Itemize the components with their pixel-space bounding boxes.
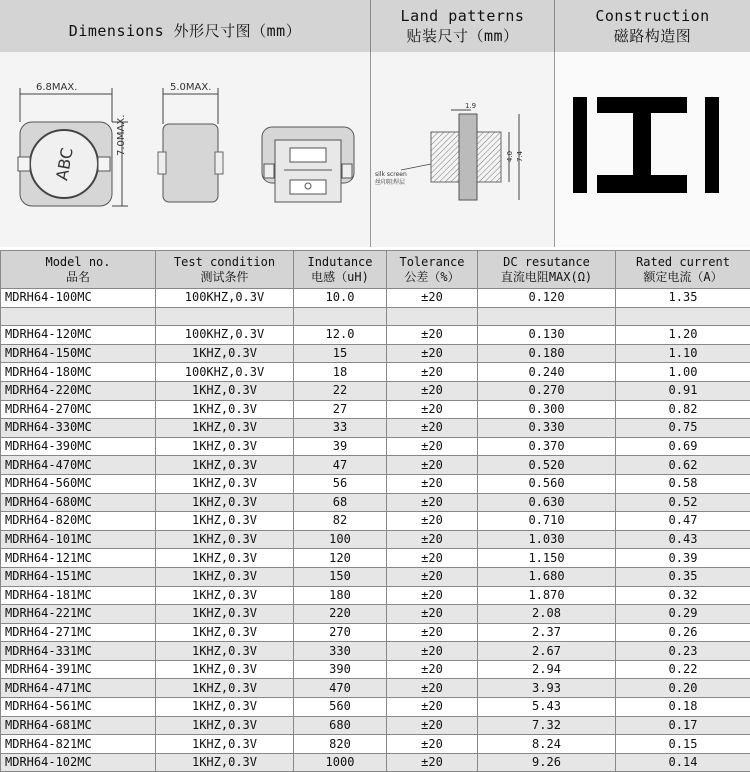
current-cell: 1.20 — [616, 326, 750, 345]
inductor-side-view — [163, 124, 218, 202]
model-cell: MDRH64-391MC — [1, 660, 156, 679]
dcr-cell: 5.43 — [478, 698, 616, 717]
inductance-cell: 22 — [294, 381, 387, 400]
inductance-cell: 18 — [294, 363, 387, 382]
col-dc-resistance: DC resutance 直流电阻MAX(Ω) — [478, 251, 616, 289]
current-cell: 0.29 — [616, 605, 750, 624]
tolerance-cell: ±20 — [387, 493, 478, 512]
inductance-cell: 220 — [294, 605, 387, 624]
construction-subtitle: 磁路构造图 — [555, 26, 750, 46]
tolerance-cell: ±20 — [387, 363, 478, 382]
dcr-cell: 1.150 — [478, 549, 616, 568]
dcr-cell: 0.560 — [478, 474, 616, 493]
spec-table — [0, 250, 750, 772]
current-cell: 0.32 — [616, 586, 750, 605]
inductance-cell: 820 — [294, 735, 387, 754]
condition-cell: 1KHZ,0.3V — [156, 586, 294, 605]
table-row — [1, 493, 750, 512]
condition-cell: 1KHZ,0.3V — [156, 344, 294, 363]
col-test-condition: Test condition 测试条件 — [156, 251, 294, 289]
current-cell: 1.35 — [616, 289, 750, 308]
core-left-bar — [573, 97, 587, 193]
width-label: 6.8MAX. — [36, 82, 77, 93]
svg-text:4.0: 4.0 — [506, 151, 514, 162]
condition-cell: 1KHZ,0.3V — [156, 753, 294, 772]
table-row — [1, 567, 750, 586]
dcr-cell: 1.030 — [478, 530, 616, 549]
model-cell — [1, 307, 156, 326]
model-cell: MDRH64-331MC — [1, 642, 156, 661]
inductance-cell: 1000 — [294, 753, 387, 772]
current-cell: 0.14 — [616, 753, 750, 772]
tolerance-cell: ±20 — [387, 344, 478, 363]
condition-cell: 100KHZ,0.3V — [156, 326, 294, 345]
current-cell: 0.62 — [616, 456, 750, 475]
dimensions-drawing-panel — [0, 52, 371, 247]
condition-cell: 1KHZ,0.3V — [156, 716, 294, 735]
svg-text:1.9: 1.9 — [465, 102, 476, 110]
condition-cell: 1KHZ,0.3V — [156, 660, 294, 679]
dcr-cell: 9.26 — [478, 753, 616, 772]
table-row — [1, 456, 750, 475]
condition-cell: 100KHZ,0.3V — [156, 363, 294, 382]
tolerance-cell: ±20 — [387, 642, 478, 661]
dcr-cell: 0.180 — [478, 344, 616, 363]
current-cell: 0.20 — [616, 679, 750, 698]
dcr-cell: 0.520 — [478, 456, 616, 475]
inductance-cell: 33 — [294, 419, 387, 438]
inductance-cell: 470 — [294, 679, 387, 698]
dcr-cell: 1.870 — [478, 586, 616, 605]
col-inductance: Indutance 电感（uH) — [294, 251, 387, 289]
table-row — [1, 716, 750, 735]
table-row — [1, 437, 750, 456]
dcr-cell: 0.370 — [478, 437, 616, 456]
model-cell: MDRH64-820MC — [1, 512, 156, 531]
condition-cell: 1KHZ,0.3V — [156, 605, 294, 624]
dcr-cell: 0.240 — [478, 363, 616, 382]
current-cell: 0.52 — [616, 493, 750, 512]
inductance-cell: 15 — [294, 344, 387, 363]
tolerance-cell: ±20 — [387, 586, 478, 605]
current-cell: 1.10 — [616, 344, 750, 363]
construction-title: Construction — [555, 6, 750, 26]
current-cell: 0.91 — [616, 381, 750, 400]
tolerance-cell: ±20 — [387, 474, 478, 493]
model-cell: MDRH64-220MC — [1, 381, 156, 400]
table-row — [1, 400, 750, 419]
inductance-cell: 39 — [294, 437, 387, 456]
table-row — [1, 623, 750, 642]
model-cell: MDRH64-821MC — [1, 735, 156, 754]
current-cell: 0.75 — [616, 419, 750, 438]
condition-cell: 100KHZ,0.3V — [156, 289, 294, 308]
inductance-cell: 10.0 — [294, 289, 387, 308]
tolerance-cell: ±20 — [387, 400, 478, 419]
dcr-cell: 7.32 — [478, 716, 616, 735]
tolerance-cell: ±20 — [387, 437, 478, 456]
tolerance-cell: ±20 — [387, 512, 478, 531]
model-cell: MDRH64-101MC — [1, 530, 156, 549]
current-cell: 0.43 — [616, 530, 750, 549]
table-row — [1, 549, 750, 568]
inductance-cell: 560 — [294, 698, 387, 717]
current-cell: 0.82 — [616, 400, 750, 419]
inductance-cell: 12.0 — [294, 326, 387, 345]
condition-cell: 1KHZ,0.3V — [156, 698, 294, 717]
dcr-cell: 2.08 — [478, 605, 616, 624]
model-cell: MDRH64-120MC — [1, 326, 156, 345]
model-cell: MDRH64-100MC — [1, 289, 156, 308]
table-row — [1, 660, 750, 679]
col-tolerance: Tolerance 公差（%） — [387, 251, 478, 289]
dcr-cell: 0.130 — [478, 326, 616, 345]
land-patterns-subtitle: 贴装尺寸（mm） — [371, 26, 554, 46]
condition-cell: 1KHZ,0.3V — [156, 679, 294, 698]
dcr-cell: 1.680 — [478, 567, 616, 586]
construction-panel — [555, 52, 750, 247]
inductance-cell: 390 — [294, 660, 387, 679]
dcr-cell — [478, 307, 616, 326]
tolerance-cell: ±20 — [387, 735, 478, 754]
core-center-bar — [633, 113, 651, 175]
model-cell: MDRH64-681MC — [1, 716, 156, 735]
model-cell: MDRH64-271MC — [1, 623, 156, 642]
table-row — [1, 289, 750, 308]
tolerance-cell: ±20 — [387, 605, 478, 624]
current-cell: 0.35 — [616, 567, 750, 586]
table-row — [1, 419, 750, 438]
height-label: 7.0MAX. — [116, 115, 127, 156]
model-cell: MDRH64-102MC — [1, 753, 156, 772]
table-row — [1, 363, 750, 382]
col-rated-current: Rated current 额定电流（A） — [616, 251, 750, 289]
inductance-cell: 47 — [294, 456, 387, 475]
dcr-cell: 3.93 — [478, 679, 616, 698]
model-cell: MDRH64-181MC — [1, 586, 156, 605]
table-row — [1, 474, 750, 493]
inductance-cell: 680 — [294, 716, 387, 735]
current-cell: 0.39 — [616, 549, 750, 568]
tolerance-cell: ±20 — [387, 623, 478, 642]
table-row — [1, 586, 750, 605]
model-cell: MDRH64-680MC — [1, 493, 156, 512]
model-cell: MDRH64-180MC — [1, 363, 156, 382]
condition-cell: 1KHZ,0.3V — [156, 456, 294, 475]
model-cell: MDRH64-560MC — [1, 474, 156, 493]
dcr-cell: 8.24 — [478, 735, 616, 754]
condition-cell: 1KHZ,0.3V — [156, 549, 294, 568]
table-header-row — [1, 251, 750, 289]
tolerance-cell: ±20 — [387, 716, 478, 735]
condition-cell: 1KHZ,0.3V — [156, 474, 294, 493]
table-row — [1, 753, 750, 772]
dcr-cell: 0.630 — [478, 493, 616, 512]
model-cell: MDRH64-470MC — [1, 456, 156, 475]
current-cell — [616, 307, 750, 326]
model-cell: MDRH64-121MC — [1, 549, 156, 568]
current-cell: 0.18 — [616, 698, 750, 717]
inductance-cell: 180 — [294, 586, 387, 605]
land-patterns-header — [371, 0, 555, 52]
dcr-cell: 0.270 — [478, 381, 616, 400]
tolerance-cell: ±20 — [387, 698, 478, 717]
table-row — [1, 326, 750, 345]
inductance-cell: 27 — [294, 400, 387, 419]
tolerance-cell: ±20 — [387, 326, 478, 345]
table-row — [1, 530, 750, 549]
tolerance-cell: ±20 — [387, 530, 478, 549]
condition-cell: 1KHZ,0.3V — [156, 623, 294, 642]
dimensions-title: Dimensions 外形尺寸图（mm） — [0, 20, 370, 41]
current-cell: 0.69 — [616, 437, 750, 456]
table-row — [1, 512, 750, 531]
tolerance-cell: ±20 — [387, 567, 478, 586]
land-pattern-drawing — [371, 52, 555, 247]
center-pad — [459, 114, 477, 200]
tolerance-cell: ±20 — [387, 660, 478, 679]
core-top-bar — [597, 97, 687, 113]
table-row — [1, 735, 750, 754]
land-pattern-panel — [371, 52, 555, 247]
current-cell: 0.15 — [616, 735, 750, 754]
condition-cell: 1KHZ,0.3V — [156, 437, 294, 456]
model-cell: MDRH64-471MC — [1, 679, 156, 698]
table-row — [1, 307, 750, 326]
core-right-bar — [705, 97, 719, 193]
inductance-cell: 100 — [294, 530, 387, 549]
construction-drawing — [555, 52, 750, 247]
condition-cell — [156, 307, 294, 326]
model-cell: MDRH64-221MC — [1, 605, 156, 624]
svg-text:silk screen: silk screen — [375, 171, 407, 178]
current-cell: 0.22 — [616, 660, 750, 679]
tolerance-cell: ±20 — [387, 381, 478, 400]
part-marking: ABC — [52, 146, 76, 182]
tolerance-cell: ±20 — [387, 289, 478, 308]
table-row — [1, 642, 750, 661]
inductance-cell: 330 — [294, 642, 387, 661]
inductance-cell: 150 — [294, 567, 387, 586]
condition-cell: 1KHZ,0.3V — [156, 567, 294, 586]
dimensions-header — [0, 0, 371, 52]
table-row — [1, 381, 750, 400]
model-cell: MDRH64-150MC — [1, 344, 156, 363]
current-cell: 0.47 — [616, 512, 750, 531]
col-model: Model no. 品名 — [1, 251, 156, 289]
table-row — [1, 344, 750, 363]
tolerance-cell: ±20 — [387, 549, 478, 568]
condition-cell: 1KHZ,0.3V — [156, 493, 294, 512]
condition-cell: 1KHZ,0.3V — [156, 419, 294, 438]
inductance-cell: 56 — [294, 474, 387, 493]
construction-header — [555, 0, 750, 52]
condition-cell: 1KHZ,0.3V — [156, 642, 294, 661]
table-row — [1, 605, 750, 624]
current-cell: 0.17 — [616, 716, 750, 735]
tolerance-cell: ±20 — [387, 456, 478, 475]
current-cell: 0.58 — [616, 474, 750, 493]
dcr-cell: 2.37 — [478, 623, 616, 642]
tolerance-cell: ±20 — [387, 419, 478, 438]
condition-cell: 1KHZ,0.3V — [156, 381, 294, 400]
dcr-cell: 2.94 — [478, 660, 616, 679]
inductance-cell: 270 — [294, 623, 387, 642]
inductance-cell: 82 — [294, 512, 387, 531]
current-cell: 0.26 — [616, 623, 750, 642]
current-cell: 1.00 — [616, 363, 750, 382]
table-row — [1, 679, 750, 698]
model-cell: MDRH64-270MC — [1, 400, 156, 419]
depth-label: 5.0MAX. — [170, 82, 211, 93]
dcr-cell: 0.710 — [478, 512, 616, 531]
land-patterns-title: Land patterns — [371, 6, 554, 26]
condition-cell: 1KHZ,0.3V — [156, 735, 294, 754]
model-cell: MDRH64-390MC — [1, 437, 156, 456]
inductance-cell: 68 — [294, 493, 387, 512]
core-bottom-bar — [597, 175, 687, 193]
model-cell: MDRH64-561MC — [1, 698, 156, 717]
tolerance-cell: ±20 — [387, 753, 478, 772]
svg-text:7.4: 7.4 — [516, 150, 524, 162]
table-row — [1, 698, 750, 717]
inductance-cell — [294, 307, 387, 326]
condition-cell: 1KHZ,0.3V — [156, 512, 294, 531]
condition-cell: 1KHZ,0.3V — [156, 530, 294, 549]
model-cell: MDRH64-330MC — [1, 419, 156, 438]
condition-cell: 1KHZ,0.3V — [156, 400, 294, 419]
tolerance-cell: ±20 — [387, 679, 478, 698]
model-cell: MDRH64-151MC — [1, 567, 156, 586]
current-cell: 0.23 — [616, 642, 750, 661]
dcr-cell: 0.120 — [478, 289, 616, 308]
dcr-cell: 0.300 — [478, 400, 616, 419]
svg-text:丝印阻焊层: 丝印阻焊层 — [375, 178, 405, 186]
inductance-cell: 120 — [294, 549, 387, 568]
dcr-cell: 2.67 — [478, 642, 616, 661]
dcr-cell: 0.330 — [478, 419, 616, 438]
tolerance-cell — [387, 307, 478, 326]
